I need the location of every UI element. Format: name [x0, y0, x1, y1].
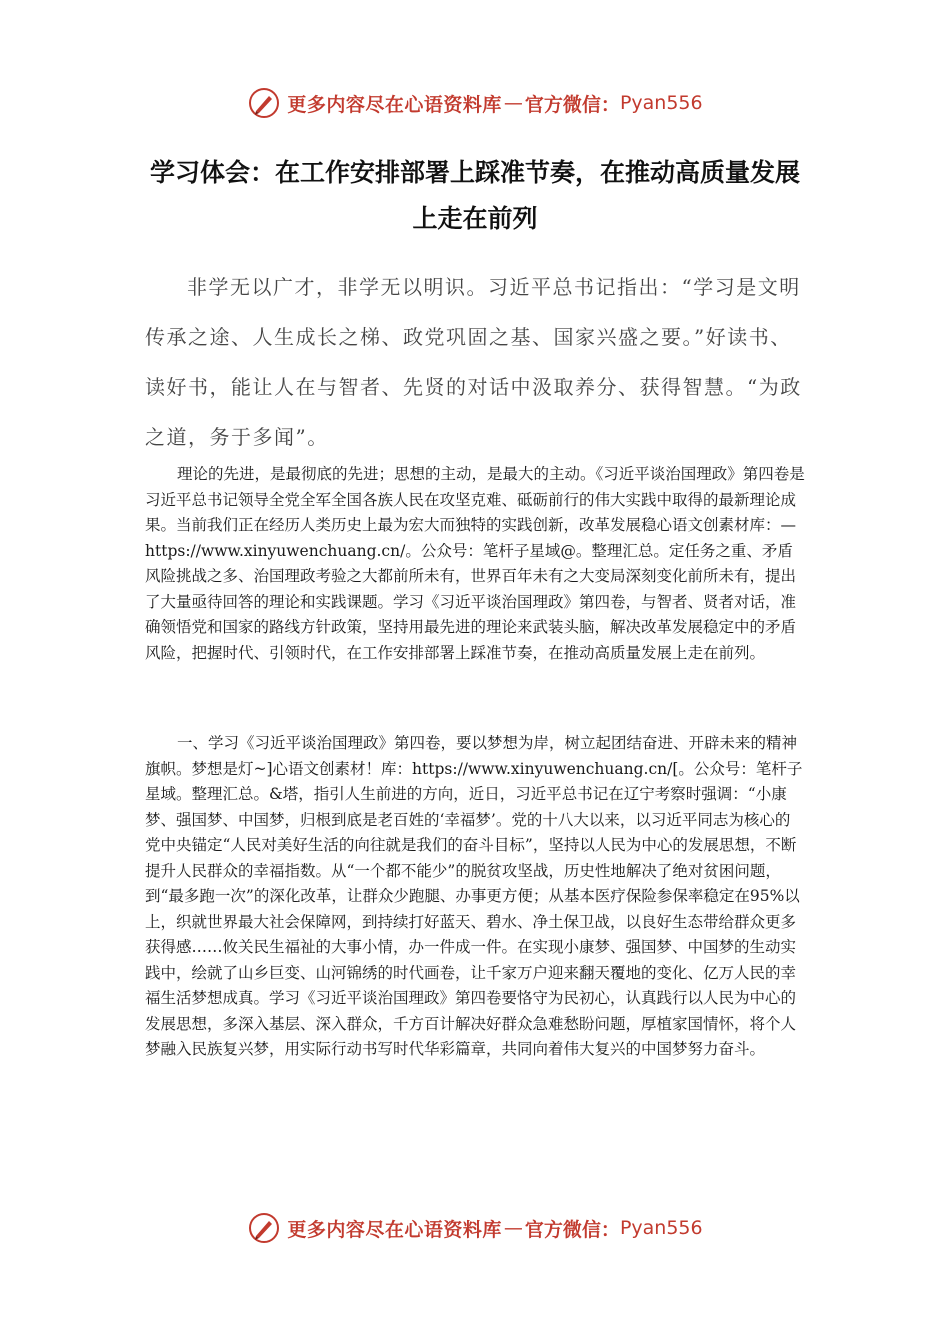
footer-banner [0, 1208, 950, 1248]
banner-wechat-label: 官方微信： [524, 93, 620, 116]
document-title: 学习体会：在工作安排部署上踩准节奏，在推动高质量发展上走在前列 [149, 158, 800, 233]
banner-wechat-id: Pyan556 [619, 92, 703, 114]
intro-paragraph: 非学无以广才，非学无以明识。习近平总书记指出：“学习是文明传承之途、人生成长之梯、政党巩固之基、国家兴盛之要。”好读书、读好书，能让人在与智者、先贤的对话中汲取养分、获得智慧。“为政之道，务于多闻”。 [145, 275, 802, 449]
body-paragraph-2: 一、学习《习近平谈治国理政》第四卷，要以梦想为岸，树立起团结奋进、开辟未来的精神旗帜。梦想是灯~]心语文创素材！库：https://www.xinyuwenchuang.cn/[。公众号：笔杆子星域。整理汇总。&塔，指引人生前进的方向，近日，习近平总书记在辽宁考察时强调：“小康梦、强国梦、中国梦，归根到底是老百姓的‘幸福梦’。党的十八大以来，以习近平同志为核心的党中央锚定“人民对美好生活的向往就是我们的奋斗目标”，坚持以人民为中心的发展思想，不断提升人民群众的幸福指数。从“一个都不能少”的脱贫攻坚战，历史性地解决了绝对贫困问题，到“最多跑一次”的深化改革，让群众少跑腿、办事更方便；从基本医疗保险参保率稳定在95%以上，织就世界最大社会保障网，到持续打好蓝天、碧水、净土保卫战，以良好生态带给群众更多获得感……攸关民生福祉的大事小情，办一件成一件。在实现小康梦、强国梦、中国梦的生动实践中，绘就了山乡巨变、山河锦绣的时代画卷，让千家万户迎来翻天覆地的变化、亿万人民的幸福生活梦想成真。学习《习近平谈治国理政》第四卷要恪守为民初心，认真践行以人民为中心的发展思想，多深入基层、深入群众，千方百计解决好群众急难愁盼问题，厚植家国情怀，将个人梦融入民族复兴梦，用实际行动书写时代华彩篇章，共同向着伟大复兴的中国梦努力奋斗。 [145, 734, 803, 1058]
body-paragraph-1: 理论的先进，是最彻底的先进；思想的主动，是最大的主动。《习近平谈治国理政》第四卷是习近平总书记领导全党全军全国各族人民在攻坚克难、砥砺前行的伟大实践中取得的最新理论成果。当前我们正在经历人类历史上最为宏大而独特的实践创新，改革发展稳心语文创素材库：—https://www.xinyuwenchuang.cn/。公众号：笔杆子星域@。整理汇总。定任务之重、矛盾风险挑战之多、治国理政考验之大都前所未有，世界百年未有之大变局深刻变化前所未有，提出了大量亟待回答的理论和实践课题。学习《习近平谈治国理政》第四卷，与智者、贤者对话，准确领悟党和国家的路线方针政策，坚持用最先进的理论来武装头脑，解决改革发展稳定中的矛盾风险，把握时代、引领时代，在工作安排部署上踩准节奏，在推动高质量发展上走在前列。 [145, 465, 805, 662]
banner-text: 更多内容尽在心语资料库 [287, 1218, 502, 1241]
banner-text: 更多内容尽在心语资料库 [287, 93, 502, 116]
banner-separator: — [503, 92, 523, 114]
pen-logo-icon [247, 86, 281, 120]
banner-wechat-label: 官方微信： [524, 1218, 620, 1241]
banner-separator: — [503, 1217, 523, 1239]
pen-logo-icon [247, 1211, 281, 1245]
header-banner [0, 83, 950, 123]
banner-wechat-id: Pyan556 [619, 1217, 703, 1239]
